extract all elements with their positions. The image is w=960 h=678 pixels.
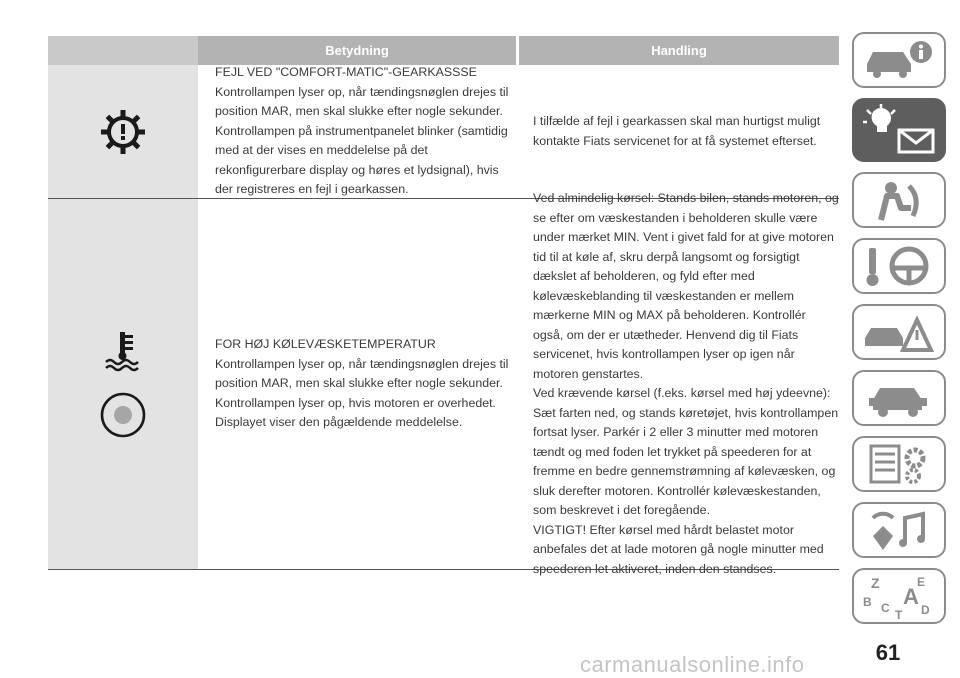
meaning-cell [198,65,516,198]
safety-airbag-icon [859,178,939,222]
meaning-text: FEJL VED "COMFORT-MATIC"-GEARKASSSE Kontrollampen lyser op, når tændingsnøglen drejes til position MAR, men skal slukke efter nogle sekunder. Kontrollampen på instrumentpanelet blinker (samtidig med at der vises en meddelelse på det rekonfigurerbare display og høres et lydsignal), hvis der registreres en fejl i gearkassen. [215,65,509,197]
transmission-fault-icon [95,104,151,160]
warning-lights-messages-icon [859,104,939,156]
car-info-icon [859,38,939,82]
tab-maintenance[interactable] [852,370,946,426]
index-icon [859,572,939,620]
meaning-cell [198,199,516,569]
index-letter: E [917,575,926,589]
page-number: 61 [875,640,901,665]
tab-multimedia[interactable] [852,502,946,558]
index-letter: T [895,608,903,620]
action-text: Ved almindelig kørsel: Stands bilen, stands motoren, og se efter om væskestanden i beholderen skulle være under mærket MIN. Vent i givet fald for at give motoren tid til at køle af, skru derpå langsomt og forsigtigt dækslet af beholderen, og fyld efter med kølevæskeblanding til væskestanden er mellem mærkerne MIN og MAX på beholderen. Kontrollér også, om der er utætheder. Henvend dig til Fiats servicenet, hvis kontrollampen lyser op igen når motoren genstartes. Ved krævende kørsel (f.eks. kørsel med høj ydeevne): Sæt farten ned, og stands køretøjet, hvis kontrollampen fortsat lyser. Parkér i 2 eller 3 minutter med motoren tændt og med foden let trykket på speederen for at fremme en bedre gennemstrømning af kølevæsken, og sluk derefter motoren. Kontrollér kølevæskestanden, som beskrevet i det foregående. VIGTIGT! Efter kørsel med hårdt belastet motor anbefales det at lade motoren gå nogle minutter med speederen let aktiveret, inden den standses. [533,191,839,576]
icon-cell [48,199,198,569]
tab-warning-lights-messages[interactable] [852,98,946,162]
table-row [48,65,839,199]
table-row [48,191,839,576]
multimedia-icon [859,508,939,552]
tab-car-info[interactable] [852,32,946,88]
icon-cell [48,65,198,198]
tab-emergency[interactable] [852,304,946,360]
tab-safety[interactable] [852,172,946,228]
index-letter: B [863,595,872,609]
starting-driving-icon [859,244,939,288]
tab-starting-driving[interactable] [852,238,946,294]
index-letter: A [903,584,919,609]
index-letter: C [881,601,890,615]
tab-index[interactable] [852,568,946,624]
index-letter: Z [871,575,880,591]
meaning-text: FOR HØJ KØLEVÆSKETEMPERATUR Kontrollampen lyser op, når tændingsnøglen drejes til position MAR, men skal slukke efter nogle sekunder. Kontrollampen lyser op, hvis motoren er overhedet. Displayet viser den pågældende meddelelse. [215,337,509,430]
emergency-icon [859,310,939,354]
header-action: Handling [519,36,839,65]
action-text: I tilfælde af fejl i gearkassen skal man hurtigst muligt kontakte Fiats servicenet for at få systemet efterset. [533,114,821,148]
chapter-tabs [852,32,948,634]
watermark: carmanualsonline.info [580,652,805,677]
table-header [48,36,839,65]
header-meaning: Betydning [198,36,516,65]
action-cell [516,65,839,198]
header-icon-column [48,36,198,65]
maintenance-car-icon [859,376,939,420]
action-cell [516,191,839,576]
tab-technical-data[interactable] [852,436,946,492]
coolant-temperature-icon [103,328,143,372]
warning-lights-table [48,36,839,576]
indicator-lamp-icon [98,390,148,440]
index-letter: D [921,603,930,617]
technical-data-icon [859,442,939,486]
